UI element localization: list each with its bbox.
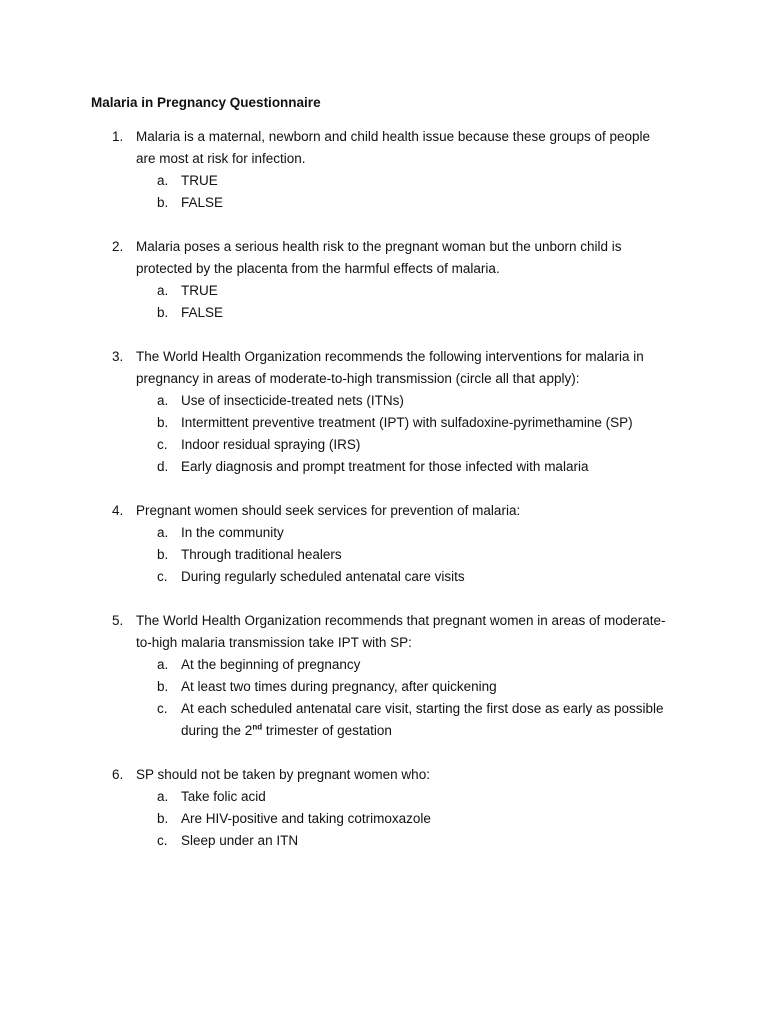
option-b (0, 412, 768, 434)
option-text: Early diagnosis and prompt treatment for those infected with malaria (181, 459, 589, 474)
ordinal-superscript: nd (252, 722, 263, 732)
option-letter: b. (157, 305, 169, 320)
option-list (0, 170, 768, 214)
question-text: Malaria poses a serious health risk to the pregnant woman but the unborn child is protected by the placenta from the harmful effects of malaria. (136, 239, 622, 276)
option-a (0, 390, 768, 412)
question-text: The World Health Organization recommends the following interventions for malaria in pregnancy in areas of moderate-to-high transmission (circle all that apply): (136, 349, 644, 386)
option-letter: a. (157, 657, 169, 672)
option-letter: a. (157, 525, 169, 540)
option-a (0, 654, 768, 676)
option-text: FALSE (181, 305, 224, 320)
question-5 (0, 610, 768, 742)
option-text: TRUE (181, 283, 218, 298)
question-number: 5. (112, 613, 124, 628)
option-b (0, 192, 768, 214)
question-number: 3. (112, 349, 124, 364)
question-number: 6. (112, 767, 124, 782)
option-b (0, 808, 768, 830)
option-text-part: At each scheduled antenatal care visit, starting the first dose as early as possible during the 2 (181, 701, 664, 738)
option-c (0, 434, 768, 456)
question-number: 1. (112, 129, 124, 144)
option-c (0, 830, 768, 852)
option-list (0, 654, 768, 742)
question-4 (0, 500, 768, 588)
option-a (0, 170, 768, 192)
option-a (0, 522, 768, 544)
question-text: The World Health Organization recommends that pregnant women in areas of moderate-to-high malaria transmission take IPT with SP: (136, 613, 666, 650)
option-text-part: trimester of gestation (262, 723, 392, 738)
option-text: TRUE (181, 173, 218, 188)
option-letter: b. (157, 547, 169, 562)
option-letter: b. (157, 415, 169, 430)
option-letter: c. (157, 833, 168, 848)
option-text: Are HIV-positive and taking cotrimoxazole (181, 811, 431, 826)
question-6 (0, 764, 768, 852)
option-list (0, 280, 768, 324)
question-text: SP should not be taken by pregnant women who: (136, 767, 430, 782)
page-title: Malaria in Pregnancy Questionnaire (91, 95, 321, 110)
option-text: In the community (181, 525, 284, 540)
option-letter: a. (157, 173, 169, 188)
option-text (181, 698, 676, 742)
option-letter: a. (157, 393, 169, 408)
option-text: Indoor residual spraying (IRS) (181, 437, 361, 452)
option-text: Through traditional healers (181, 547, 342, 562)
option-text: Take folic acid (181, 789, 266, 804)
option-list (0, 786, 768, 852)
option-a (0, 280, 768, 302)
option-text: FALSE (181, 195, 224, 210)
option-a (0, 786, 768, 808)
option-letter: a. (157, 789, 169, 804)
option-letter: b. (157, 679, 169, 694)
option-text: At the beginning of pregnancy (181, 657, 361, 672)
question-1 (0, 126, 768, 214)
option-text: During regularly scheduled antenatal care visits (181, 569, 465, 584)
option-text: Intermittent preventive treatment (IPT) with sulfadoxine-pyrimethamine (SP) (181, 415, 633, 430)
question-3 (0, 346, 768, 478)
question-text: Malaria is a maternal, newborn and child health issue because these groups of people are most at risk for infection. (136, 129, 651, 166)
option-list (0, 390, 768, 478)
option-list (0, 522, 768, 588)
option-text: Use of insecticide-treated nets (ITNs) (181, 393, 404, 408)
option-letter: b. (157, 811, 169, 826)
question-number: 2. (112, 239, 124, 254)
option-b (0, 544, 768, 566)
option-d (0, 456, 768, 478)
option-text: Sleep under an ITN (181, 833, 299, 848)
option-letter: a. (157, 283, 169, 298)
option-letter: d. (157, 459, 169, 474)
option-letter: c. (157, 701, 168, 716)
option-letter: c. (157, 437, 168, 452)
option-text: At least two times during pregnancy, after quickening (181, 679, 497, 694)
option-b (0, 676, 768, 698)
question-list (0, 126, 768, 874)
option-letter: b. (157, 195, 169, 210)
option-letter: c. (157, 569, 168, 584)
question-number: 4. (112, 503, 124, 518)
option-b (0, 302, 768, 324)
question-text: Pregnant women should seek services for prevention of malaria: (136, 503, 521, 518)
question-2 (0, 236, 768, 324)
option-c (0, 698, 768, 742)
option-c (0, 566, 768, 588)
